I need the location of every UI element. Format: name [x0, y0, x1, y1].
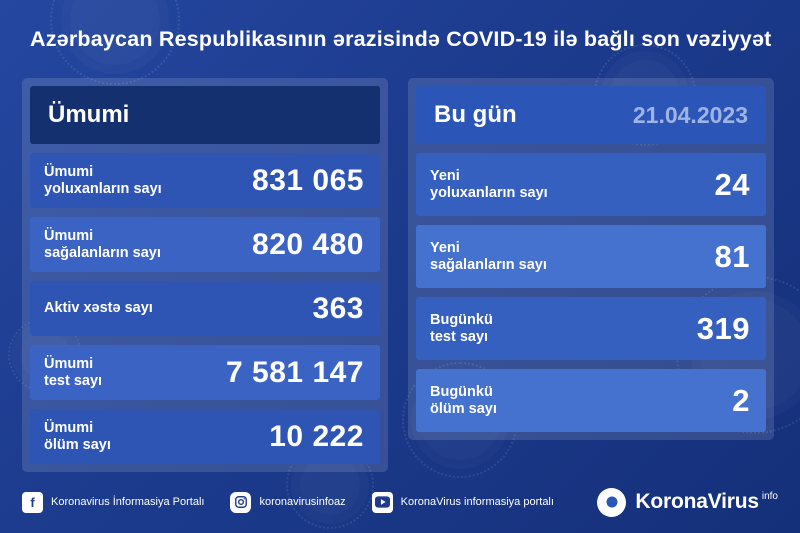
stat-row: [30, 409, 380, 464]
stat-label: [430, 384, 497, 417]
stat-label: [430, 240, 547, 273]
social-link-label: Koronavirus İnformasiya Portalı: [51, 496, 205, 508]
total-statistics-column: [22, 78, 388, 472]
stat-row: [30, 217, 380, 272]
stat-label: [44, 356, 102, 389]
stat-label-line1: Bugünkü: [430, 311, 493, 328]
total-panel-heading: Ümumi: [48, 101, 130, 128]
stat-label: [44, 300, 153, 317]
stat-label-line2: ölüm sayı: [44, 436, 111, 453]
stat-label-line2: sağalanların sayı: [44, 244, 161, 261]
stat-row: [30, 153, 380, 208]
social-links: [22, 492, 554, 513]
today-panel-heading: Bu gün: [434, 101, 517, 128]
stat-value: 10 222: [269, 419, 364, 453]
stat-value: 24: [714, 166, 750, 202]
stat-value: 2: [732, 382, 750, 418]
today-rows: [416, 153, 766, 432]
stat-label-line1: Ümumi: [44, 355, 94, 372]
today-statistics-panel: [408, 78, 774, 440]
social-link-label: KoronaVirus informasiya portalı: [400, 496, 554, 508]
page-title: Azərbaycan Respublikasının ərazisində COVID-19 ilə bağlı son vəziyyət: [30, 26, 772, 51]
today-panel-header: [416, 86, 766, 144]
stat-value: 820 480: [252, 227, 364, 261]
stat-value: 363: [312, 291, 364, 325]
today-panel-date: 21.04.2023: [632, 101, 748, 128]
virus-logo-icon: [597, 488, 626, 517]
stat-row: [416, 297, 766, 360]
social-link-youtube[interactable]: [372, 492, 554, 513]
stat-label-line1: Ümumi: [44, 419, 94, 436]
stat-label: [44, 164, 162, 197]
stat-label-line2: yoluxanların sayı: [44, 180, 162, 197]
stat-label: [44, 228, 161, 261]
stat-label: [430, 168, 548, 201]
social-link-facebook[interactable]: [22, 492, 204, 513]
today-statistics-column: [408, 78, 774, 472]
stat-label-line1: Bugünkü: [430, 383, 493, 400]
brand-logo: [597, 488, 778, 517]
statistics-columns: [0, 78, 800, 472]
stat-label-line1: Yeni: [430, 167, 460, 184]
stat-label-line2: test sayı: [430, 328, 489, 345]
stat-value: 831 065: [252, 163, 364, 197]
stat-label: [44, 420, 111, 453]
stat-value: 81: [714, 238, 750, 274]
stat-row: [416, 369, 766, 432]
brand-suffix: info: [761, 490, 778, 502]
stat-row: [30, 345, 380, 400]
page-title-bar: [0, 0, 800, 78]
stat-value: 319: [696, 310, 750, 346]
stat-label-line2: test sayı: [44, 372, 103, 389]
stat-row: [416, 225, 766, 288]
facebook-icon: f: [22, 492, 43, 513]
stat-label-line1: Ümumi: [44, 227, 94, 244]
social-link-label: koronavirusinfoaz: [259, 496, 346, 508]
stat-label-line2: yoluxanların sayı: [430, 184, 548, 201]
social-link-instagram[interactable]: [230, 492, 345, 513]
stat-label-line1: Ümumi: [44, 163, 94, 180]
brand-name: KoronaVirus: [635, 490, 759, 513]
youtube-icon: [372, 492, 393, 513]
footer-bar: [0, 471, 800, 533]
instagram-icon: [230, 492, 251, 513]
stat-label-line1: Yeni: [430, 239, 460, 256]
stat-label-line1: Aktiv xəstə sayı: [44, 300, 153, 317]
stat-row: [30, 281, 380, 336]
total-statistics-panel: [22, 78, 388, 472]
total-rows: [30, 153, 380, 464]
stat-label: [430, 312, 493, 345]
stat-label-line2: ölüm sayı: [430, 400, 497, 417]
stat-label-line2: sağalanların sayı: [430, 256, 547, 273]
stat-row: [416, 153, 766, 216]
stat-value: 7 581 147: [226, 355, 364, 389]
total-panel-header: [30, 86, 380, 144]
